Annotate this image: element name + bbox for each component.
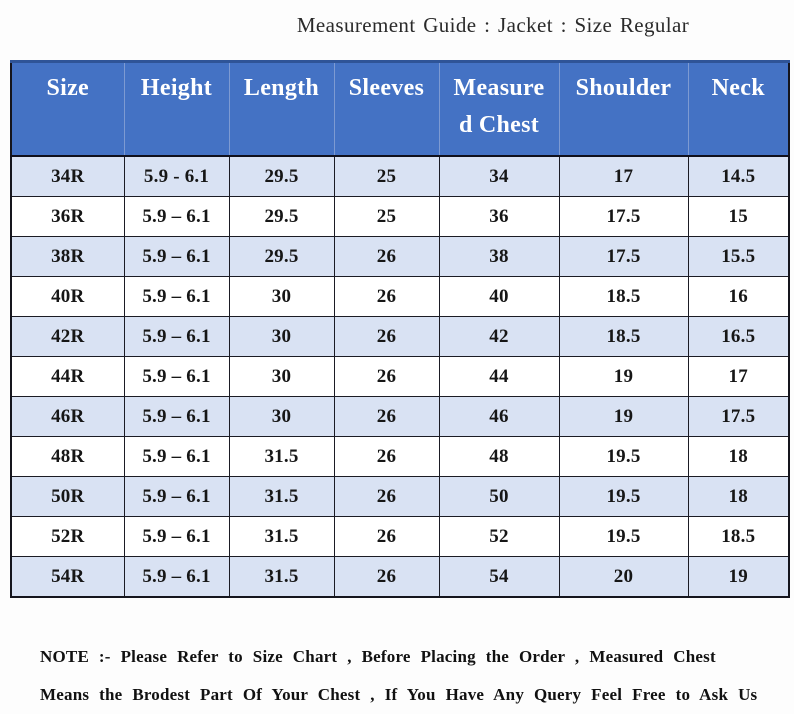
table-cell: 42R bbox=[11, 317, 124, 357]
table-header-row bbox=[11, 62, 789, 157]
size-table-header bbox=[11, 62, 789, 157]
table-cell: 26 bbox=[334, 397, 439, 437]
table-cell: 19 bbox=[559, 397, 688, 437]
table-cell: 34 bbox=[439, 156, 559, 197]
table-row bbox=[11, 437, 789, 477]
table-cell: 15 bbox=[688, 197, 789, 237]
table-cell: 18.5 bbox=[559, 317, 688, 357]
table-cell: 44 bbox=[439, 357, 559, 397]
table-cell: 36R bbox=[11, 197, 124, 237]
table-cell: 5.9 – 6.1 bbox=[124, 517, 229, 557]
page-title bbox=[0, 0, 794, 43]
table-cell: 5.9 – 6.1 bbox=[124, 317, 229, 357]
table-cell: 26 bbox=[334, 237, 439, 277]
table-cell: 26 bbox=[334, 557, 439, 598]
table-cell: 30 bbox=[229, 317, 334, 357]
table-cell: 19 bbox=[688, 557, 789, 598]
table-cell: 46R bbox=[11, 397, 124, 437]
table-cell: 17.5 bbox=[559, 197, 688, 237]
table-cell: 18 bbox=[688, 437, 789, 477]
page-title-text: Measurement Guide : Jacket : Size Regular bbox=[296, 13, 690, 37]
table-cell: 26 bbox=[334, 517, 439, 557]
table-row bbox=[11, 277, 789, 317]
table-cell: 40 bbox=[439, 277, 559, 317]
table-row bbox=[11, 317, 789, 357]
table-cell: 52 bbox=[439, 517, 559, 557]
table-cell: 25 bbox=[334, 197, 439, 237]
table-cell: 31.5 bbox=[229, 517, 334, 557]
table-cell: 26 bbox=[334, 317, 439, 357]
table-body bbox=[11, 156, 789, 597]
table-cell: 5.9 – 6.1 bbox=[124, 557, 229, 598]
table-row bbox=[11, 237, 789, 277]
column-header: Measure d Chest bbox=[439, 62, 559, 157]
table-cell: 15.5 bbox=[688, 237, 789, 277]
table-cell: 52R bbox=[11, 517, 124, 557]
table-cell: 16 bbox=[688, 277, 789, 317]
table-cell: 54R bbox=[11, 557, 124, 598]
table-row bbox=[11, 557, 789, 598]
table-cell: 36 bbox=[439, 197, 559, 237]
table-cell: 17 bbox=[688, 357, 789, 397]
table-cell: 54 bbox=[439, 557, 559, 598]
table-cell: 50R bbox=[11, 477, 124, 517]
table-cell: 26 bbox=[334, 277, 439, 317]
table-cell: 20 bbox=[559, 557, 688, 598]
table-cell: 5.9 – 6.1 bbox=[124, 277, 229, 317]
table-row bbox=[11, 357, 789, 397]
table-cell: 17.5 bbox=[688, 397, 789, 437]
table-cell: 14.5 bbox=[688, 156, 789, 197]
table-cell: 25 bbox=[334, 156, 439, 197]
column-header: Height bbox=[124, 62, 229, 157]
column-header: Size bbox=[11, 62, 124, 157]
table-cell: 5.9 – 6.1 bbox=[124, 237, 229, 277]
table-row bbox=[11, 517, 789, 557]
table-cell: 38 bbox=[439, 237, 559, 277]
table-cell: 48 bbox=[439, 437, 559, 477]
table-row bbox=[11, 477, 789, 517]
table-cell: 19.5 bbox=[559, 517, 688, 557]
table-cell: 19.5 bbox=[559, 477, 688, 517]
table-cell: 48R bbox=[11, 437, 124, 477]
table-cell: 31.5 bbox=[229, 557, 334, 598]
table-cell: 29.5 bbox=[229, 156, 334, 197]
table-cell: 42 bbox=[439, 317, 559, 357]
table-cell: 5.9 – 6.1 bbox=[124, 437, 229, 477]
table-cell: 5.9 – 6.1 bbox=[124, 477, 229, 517]
table-cell: 50 bbox=[439, 477, 559, 517]
table-cell: 30 bbox=[229, 397, 334, 437]
table-cell: 19 bbox=[559, 357, 688, 397]
table-cell: 26 bbox=[334, 437, 439, 477]
table-cell: 26 bbox=[334, 357, 439, 397]
table-cell: 17 bbox=[559, 156, 688, 197]
table-cell: 18.5 bbox=[688, 517, 789, 557]
size-table bbox=[10, 60, 790, 598]
column-header: Sleeves bbox=[334, 62, 439, 157]
table-cell: 5.9 – 6.1 bbox=[124, 357, 229, 397]
table-cell: 16.5 bbox=[688, 317, 789, 357]
table-cell: 38R bbox=[11, 237, 124, 277]
table-cell: 19.5 bbox=[559, 437, 688, 477]
table-cell: 30 bbox=[229, 277, 334, 317]
note-text bbox=[40, 638, 794, 714]
table-cell: 29.5 bbox=[229, 237, 334, 277]
note-line-2: Means the Brodest Part Of Your Chest , If You Have Any Query Feel Free to Ask Us bbox=[40, 685, 758, 704]
column-header: Neck bbox=[688, 62, 789, 157]
table-cell: 31.5 bbox=[229, 477, 334, 517]
table-cell: 31.5 bbox=[229, 437, 334, 477]
table-cell: 44R bbox=[11, 357, 124, 397]
table-cell: 46 bbox=[439, 397, 559, 437]
table-cell: 18.5 bbox=[559, 277, 688, 317]
table-row bbox=[11, 197, 789, 237]
table-row bbox=[11, 397, 789, 437]
table-cell: 17.5 bbox=[559, 237, 688, 277]
table-row bbox=[11, 156, 789, 197]
table-cell: 5.9 - 6.1 bbox=[124, 156, 229, 197]
table-cell: 40R bbox=[11, 277, 124, 317]
table-cell: 26 bbox=[334, 477, 439, 517]
column-header: Shoulder bbox=[559, 62, 688, 157]
note-line-1: NOTE :- Please Refer to Size Chart , Before Placing the Order , Measured Chest bbox=[40, 647, 716, 666]
table-cell: 5.9 – 6.1 bbox=[124, 397, 229, 437]
table-cell: 30 bbox=[229, 357, 334, 397]
table-cell: 5.9 – 6.1 bbox=[124, 197, 229, 237]
table-cell: 29.5 bbox=[229, 197, 334, 237]
table-cell: 18 bbox=[688, 477, 789, 517]
column-header: Length bbox=[229, 62, 334, 157]
table-cell: 34R bbox=[11, 156, 124, 197]
